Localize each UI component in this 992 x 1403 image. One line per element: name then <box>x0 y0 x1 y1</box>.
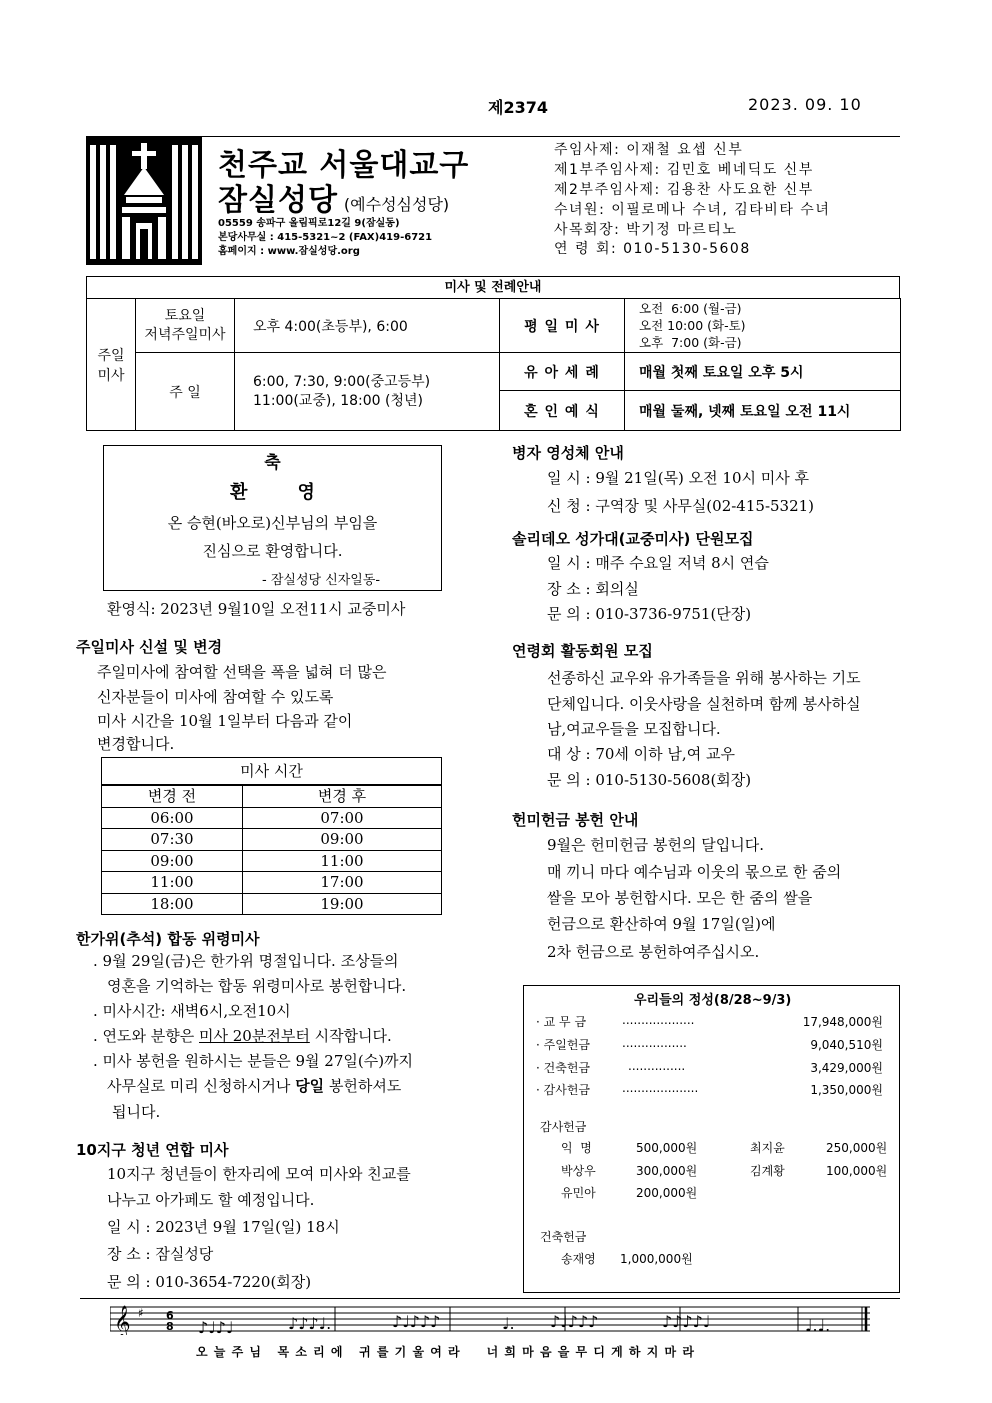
sunday-change-line: 미사 시간을 10월 1일부터 다음과 같이 <box>97 712 353 730</box>
svg-text:♪♪♪♩.: ♪♪♪♩. <box>288 1314 332 1333</box>
youth-mass-line: 장 소 : 잠실성당 <box>107 1245 214 1263</box>
chuseok-line: 됩니다. <box>112 1103 161 1121</box>
youth-mass-line: 나누고 아가페도 할 예정입니다. <box>107 1191 315 1209</box>
church-name-line1: 천주교 서울대교구 <box>218 148 470 183</box>
donor-amount: 1,000,000원 <box>620 1252 693 1266</box>
chuseok-line: . 미사 봉헌을 원하시는 분들은 9월 27일(수)까지 <box>93 1052 414 1070</box>
sunday-change-line: 주일미사에 참여할 선택을 폭을 넓혀 더 많은 <box>97 663 387 681</box>
mass-info-table <box>86 298 901 431</box>
donor-amount: 250,000원 <box>826 1141 888 1155</box>
time-after: 17:00 <box>243 872 442 894</box>
chuseok-text: 봉헌하셔도 <box>324 1077 402 1095</box>
donor-amount: 300,000원 <box>636 1164 698 1178</box>
mass-time-change-table <box>101 757 442 915</box>
svg-text:♪♪♪♪♩: ♪♪♪♪♩ <box>662 1312 711 1331</box>
donor-amount: 200,000원 <box>636 1186 698 1200</box>
offering-label: · 주일헌금 <box>536 1038 590 1052</box>
yeonryeong-line: 문 의 : 010-5130-5608(회장) <box>547 771 752 789</box>
youth-mass-line: 10지구 청년들이 한자리에 모여 미사와 친교를 <box>107 1165 411 1183</box>
church-office: 본당사무실 : 415-5321~2 (FAX)419-6721 <box>218 232 433 243</box>
staff-line: 제2부주임사제: 김용찬 사도요한 신부 <box>554 182 814 198</box>
yeonryeong-line: 단체입니다. 이웃사랑을 실천하며 함께 봉사하실 <box>547 695 861 713</box>
sat-label: 토요일 저녁주일미사 <box>136 299 235 353</box>
yeonryeong-line: 남,여교우들을 모집합니다. <box>547 720 721 738</box>
weekday-times <box>625 299 901 353</box>
church-name: 잠실성당 <box>218 183 338 218</box>
svg-text:6: 6 <box>166 1309 174 1322</box>
offering-amount: 3,429,000원 <box>810 1061 883 1075</box>
issue-date: 2023. 09. 10 <box>748 95 862 114</box>
time-before: 09:00 <box>102 850 243 872</box>
col-before: 변경 전 <box>102 785 243 807</box>
svg-text:♪♩♪♪♪: ♪♩♪♪♪ <box>550 1312 599 1331</box>
svg-text:♪♩♪♩: ♪♩♪♩ <box>198 1318 234 1335</box>
donor-name: 박상우 <box>561 1164 596 1178</box>
table-row <box>102 893 442 915</box>
time-after: 07:00 <box>243 807 442 829</box>
youth-mass-line: 일 시 : 2023년 9월 17일(일) 18시 <box>107 1218 340 1236</box>
thanks-title: 감사헌금 <box>540 1120 587 1134</box>
chuseok-line: 영혼을 기억하는 합동 위령미사로 봉헌합니다. <box>107 977 407 995</box>
building-title: 건축헌금 <box>540 1230 587 1244</box>
svg-text:♪♩♪♪♪: ♪♩♪♪♪ <box>392 1312 441 1331</box>
chuseok-text: . 연도와 분향은 <box>93 1027 200 1045</box>
chuseok-text: 시작합니다. <box>309 1027 392 1045</box>
church-homepage: 홈페이지 : www.잠실성당.org <box>218 246 360 257</box>
yeonryeong-title: 연령회 활동회원 모집 <box>512 642 653 660</box>
staff-line: 주임사제: 이재철 요셉 신부 <box>554 142 744 158</box>
weekday-time: 오전 6:00 (월-금) <box>639 301 742 316</box>
time-table-title: 미사 시간 <box>102 758 442 786</box>
church-subname: (예수성심성당) <box>343 195 450 214</box>
offering-label: · 건축헌금 <box>536 1061 590 1075</box>
yeonryeong-line: 선종하신 교우와 유가족들을 위해 봉사하는 기도 <box>547 669 861 687</box>
header-divider <box>86 136 900 137</box>
offering-dots: ............... <box>628 1059 686 1073</box>
staff-line: 수녀원: 이필로메나 수녀, 김타비타 수녀 <box>554 202 831 218</box>
welcome-ceremony: 환영식: 2023년 9월10일 오전11시 교중미사 <box>107 600 406 618</box>
staff-line: 연 령 회: 010-5130-5608 <box>554 241 751 257</box>
donor-name: 최지윤 <box>750 1141 785 1155</box>
rice-offering-line: 쌀을 모아 봉헌합시다. 모은 한 줌의 쌀을 <box>547 889 813 907</box>
chuseok-title: 한가위(추석) 합동 위령미사 <box>76 930 260 948</box>
rice-offering-line: 매 끼니 마다 예수님과 이웃의 몫으로 한 줌의 <box>547 863 842 881</box>
offering-label: · 감사헌금 <box>536 1083 590 1097</box>
welcome-line1: 축 <box>264 453 281 473</box>
choir-line: 장 소 : 회의실 <box>547 580 639 598</box>
staff-line: 제1부주임사제: 김민호 베네딕도 신부 <box>554 162 814 178</box>
svg-text:𝄞: 𝄞 <box>114 1305 131 1335</box>
donor-name: 김계황 <box>750 1164 785 1178</box>
wedding-time: 매월 둘째, 넷째 토요일 오전 11시 <box>625 391 901 431</box>
baptism-time: 매월 첫째 토요일 오후 5시 <box>625 353 901 391</box>
offering-amount: 1,350,000원 <box>810 1083 883 1097</box>
rice-offering-title: 헌미헌금 봉헌 안내 <box>512 811 639 829</box>
offering-dots: ................... <box>622 1013 695 1027</box>
offerings-title: 우리들의 정성(8/28~9/3) <box>634 993 792 1008</box>
offering-amount: 9,040,510원 <box>810 1038 883 1052</box>
offering-amount: 17,948,000원 <box>802 1015 883 1029</box>
offering-dots: .................... <box>622 1081 699 1095</box>
church-address: 05559 송파구 올림픽로12길 9(잠실동) <box>218 218 400 229</box>
welcome-box <box>103 445 442 591</box>
choir-line: 일 시 : 매주 수요일 저녁 8시 연습 <box>547 554 769 572</box>
time-before: 06:00 <box>102 807 243 829</box>
group-label: 주일 미사 <box>87 299 136 431</box>
chuseok-line <box>107 1075 401 1096</box>
svg-text:♩.♩.: ♩.♩. <box>805 1316 831 1335</box>
footer-divider <box>80 1298 900 1299</box>
sunday-change-line: 신자분들이 미사에 참여할 수 있도록 <box>97 688 334 706</box>
choir-title: 솔리데오 성가대(교중미사) 단원모집 <box>512 530 754 548</box>
church-logo <box>86 137 202 265</box>
weekday-time: 오전 10:00 (화-토) <box>639 318 746 333</box>
sunday-change-line: 변경합니다. <box>97 735 175 753</box>
offering-dots: ................. <box>622 1036 687 1050</box>
sat-time: 오후 4:00(초등부), 6:00 <box>235 299 500 353</box>
time-after: 09:00 <box>243 829 442 851</box>
chuseok-line <box>93 1025 392 1046</box>
staff-line: 사목회장: 박기정 마르티노 <box>554 222 738 238</box>
wedding-label: 혼 인 예 식 <box>500 391 625 431</box>
weekday-time: 오후 7:00 (화-금) <box>639 335 742 350</box>
chuseok-underlined: 미사 20분전부터 <box>199 1027 310 1045</box>
donor-name: 익 명 <box>561 1141 592 1155</box>
svg-text:♩.: ♩. <box>502 1314 515 1333</box>
welcome-line5: - 잠실성당 신자일동- <box>262 573 381 588</box>
yeonryeong-line: 대 상 : 70세 이하 남,여 교우 <box>547 745 735 763</box>
time-before: 18:00 <box>102 893 243 915</box>
time-after: 19:00 <box>243 893 442 915</box>
chuseok-text: 사무실로 미리 신청하시거나 <box>107 1077 296 1095</box>
rice-offering-line: 헌금으로 환산하여 9월 17일(일)에 <box>547 915 776 933</box>
mass-info-title: 미사 및 전례안내 <box>86 276 900 298</box>
welcome-line2: 환 영 <box>230 482 315 503</box>
welcome-line4: 진심으로 환영합니다. <box>202 542 343 560</box>
issue-number: 제2374 <box>488 98 548 117</box>
church-name-line2 <box>218 175 449 219</box>
sick-communion-line: 신 청 : 구역장 및 사무실(02-415-5321) <box>547 497 815 515</box>
col-after: 변경 후 <box>243 785 442 807</box>
weekday-label: 평 일 미 사 <box>500 299 625 353</box>
sun-label: 주 일 <box>136 353 235 431</box>
music-staff <box>110 1305 870 1335</box>
rice-offering-line: 2차 헌금으로 봉헌하여주십시오. <box>547 943 760 961</box>
table-row <box>102 850 442 872</box>
sun-times <box>235 353 500 431</box>
time-before: 07:30 <box>102 829 243 851</box>
song-lyrics: 오늘주님 목소리에 귀를기울여라 너희마음을무디게하지마라 <box>196 1345 701 1359</box>
offerings-box <box>523 985 900 1293</box>
svg-text:8: 8 <box>166 1320 174 1333</box>
sunday-change-title: 주일미사 신설 및 변경 <box>76 638 223 656</box>
youth-mass-line: 문 의 : 010-3654-7220(회장) <box>107 1273 312 1291</box>
choir-line: 문 의 : 010-3736-9751(단장) <box>547 605 752 623</box>
offering-label: · 교 무 금 <box>536 1015 587 1029</box>
svg-text:♯: ♯ <box>138 1306 144 1320</box>
youth-mass-title: 10지구 청년 연합 미사 <box>76 1141 229 1159</box>
donor-name: 유민아 <box>561 1186 596 1200</box>
donor-amount: 500,000원 <box>636 1141 698 1155</box>
baptism-label: 유 아 세 례 <box>500 353 625 391</box>
table-row <box>102 872 442 894</box>
chuseok-line: . 미사시간: 새벽6시,오전10시 <box>93 1002 291 1020</box>
table-row <box>102 829 442 851</box>
donor-name: 송재영 <box>561 1252 596 1266</box>
table-row <box>102 807 442 829</box>
time-before: 11:00 <box>102 872 243 894</box>
sick-communion-title: 병자 영성체 안내 <box>512 444 624 462</box>
donor-amount: 100,000원 <box>826 1164 888 1178</box>
rice-offering-line: 9월은 헌미헌금 봉헌의 달입니다. <box>547 836 764 854</box>
welcome-line3: 온 승현(바오로)신부님의 부임을 <box>167 514 378 532</box>
time-after: 11:00 <box>243 850 442 872</box>
chuseok-bold: 당일 <box>295 1077 325 1095</box>
sun-time: 11:00(교중), 18:00 (청년) <box>253 392 423 409</box>
sun-time: 6:00, 7:30, 9:00(중고등부) <box>253 373 431 390</box>
chuseok-line: . 9월 29일(금)은 한가위 명절입니다. 조상들의 <box>93 952 399 970</box>
sick-communion-line: 일 시 : 9월 21일(목) 오전 10시 미사 후 <box>547 469 810 487</box>
